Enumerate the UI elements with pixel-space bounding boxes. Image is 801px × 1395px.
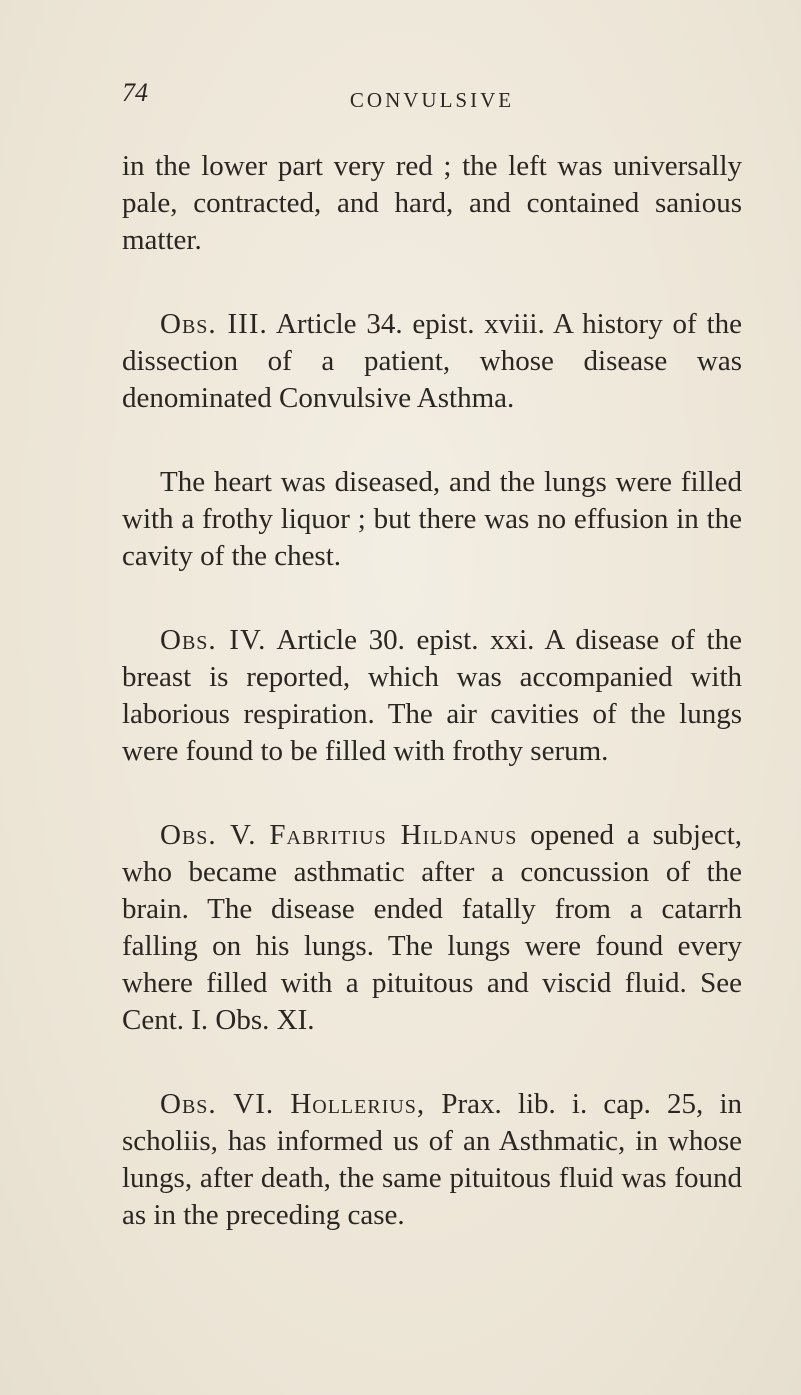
author-name: Fabritius Hildanus — [269, 819, 518, 851]
paragraph-text: opened a subject, who became asthmatic after a concussion of the brain. The disease ended fatally from a catarrh falling on his lungs. The lungs were found every where filled with a pituitous and viscid fluid. See Cent. I. Obs. XI. — [122, 819, 743, 1036]
paragraph-text: Article 34. epist. xviii. A history of the dissection of a patient, whose disease was denominated Convulsive Asthma. — [122, 308, 742, 414]
observation-label: Obs. IV. — [160, 624, 267, 656]
paragraph-text: Article 30. epist. xxi. A disease of the breast is reported, which was accompanied with laborious respiration. The air cavities of the lungs were found to be filled with frothy serum. — [122, 624, 742, 767]
paragraph-text: The heart was diseased, and the lungs were filled with a frothy liquor ; but there was no effusion in the cavity of the chest. — [122, 466, 742, 572]
observation-label: Obs. III. — [160, 308, 268, 340]
author-name: Hollerius, — [290, 1088, 426, 1120]
paragraph-obs-iv — [122, 622, 742, 770]
paragraph-obs-vi — [122, 1086, 742, 1234]
observation-label: Obs. V. — [160, 819, 257, 851]
paragraph-obs-v — [122, 817, 742, 1039]
paragraph-text: in the lower part very red ; the left was universally pale, contracted, and hard, and contained sanious matter. — [122, 150, 742, 256]
running-head — [122, 78, 742, 128]
page-number: 74 — [122, 78, 148, 107]
body-text — [122, 148, 742, 1281]
paragraph-continuation — [122, 148, 742, 259]
observation-label: Obs. VI. — [160, 1088, 275, 1120]
paragraph-obs-iii — [122, 306, 742, 417]
running-head-title: CONVULSIVE — [349, 88, 515, 112]
paragraph-text: Prax. lib. i. cap. 25, in scholiis, has informed us of an Asthmatic, in whose lungs, after death, the same pituitous fluid was found as in the preceding case. — [122, 1088, 742, 1231]
paragraph-heart — [122, 464, 742, 575]
